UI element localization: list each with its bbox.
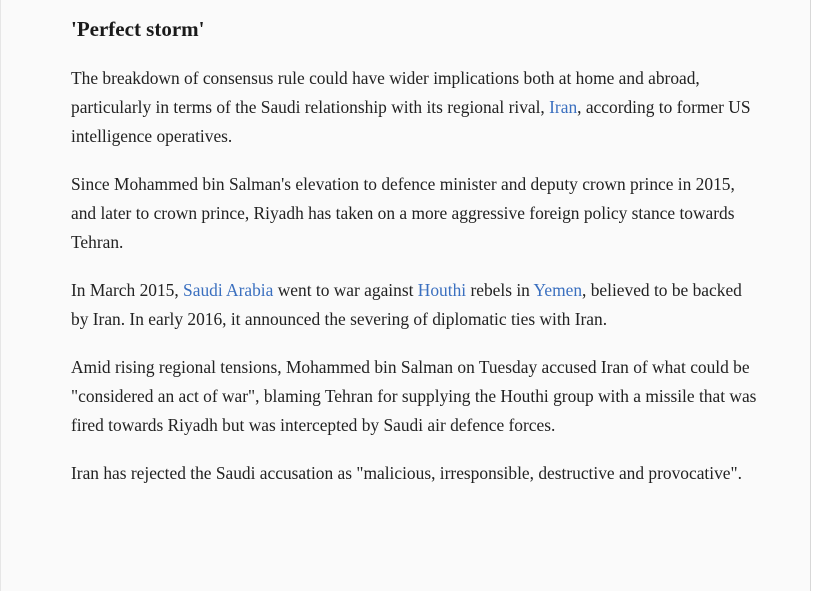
link-houthi[interactable]: Houthi <box>417 280 467 300</box>
link-saudi-arabia[interactable]: Saudi Arabia <box>183 280 274 300</box>
paragraph-3 <box>71 276 761 334</box>
paragraph-3-text-d: , believed to be backed by Iran. In early 2016, it announced the severing of diplomatic ties with Iran. <box>71 280 742 329</box>
paragraph-4: Amid rising regional tensions, Mohammed bin Salman on Tuesday accused Iran of what could be "considered an act of war", blaming Tehran for supplying the Houthi group with a missile that was fired towards Riyadh but was intercepted by Saudi air defence forces. <box>71 357 757 435</box>
paragraph-5: Iran has rejected the Saudi accusation as "malicious, irresponsible, destructive and provocative". <box>71 463 742 483</box>
paragraph-3-text-a: In March 2015, <box>71 280 184 300</box>
link-iran[interactable]: Iran <box>549 97 578 117</box>
link-yemen[interactable]: Yemen <box>533 280 583 300</box>
paragraph-2: Since Mohammed bin Salman's elevation to defence minister and deputy crown prince in 2015, and later to crown prince, Riyadh has taken on a more aggressive foreign policy stance towards Tehran. <box>71 174 735 252</box>
paragraph-3-text-b: went to war against <box>273 280 418 300</box>
paragraph-1-text-b: , according to former US intelligence operatives. <box>71 97 751 146</box>
paragraph-3-text-c: rebels in <box>466 280 534 300</box>
paragraph-1-text-a: The breakdown of consensus rule could have wider implications both at home and abroad, particularly in terms of the Saudi relationship with its regional rival, <box>71 68 700 117</box>
paragraph-1 <box>71 64 761 151</box>
article-body <box>71 14 761 507</box>
section-heading: 'Perfect storm' <box>71 17 205 41</box>
